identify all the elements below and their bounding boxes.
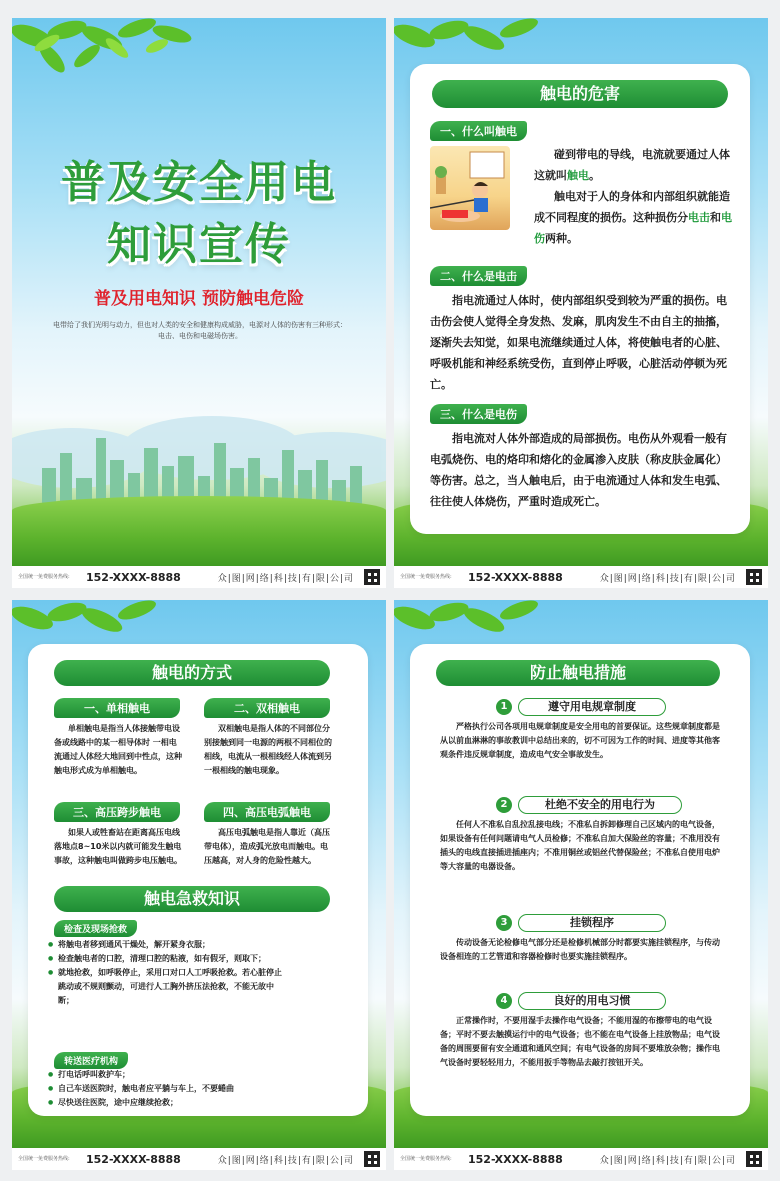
footer-bar bbox=[394, 1148, 768, 1170]
shock-definition: 碰到带电的导线，电流就要通过人体这就叫触电。 触电对于人的身体和内部组织就能造成不同程度的损伤。这种损伤分电击和电伤两种。 bbox=[534, 148, 732, 245]
two-phase-text: 双相触电是指人体的不同部位分别接触到同一电源的两根不同相位的相线，电流从一根相线经人体流到另一根相线的触电现象。 bbox=[204, 724, 332, 775]
tag-check-rescue: 检查及现场抢救 bbox=[54, 920, 137, 937]
tag-transfer-hospital: 转送医疗机构 bbox=[54, 1052, 128, 1069]
poster-shock-methods bbox=[12, 600, 386, 1170]
measure-title: 遵守用电规章制度 bbox=[518, 698, 666, 716]
section-tag-electric-injury: 三、什么是电伤 bbox=[430, 404, 527, 424]
electric-shock-text: 指电流通过人体时，使内部组织受到较为严重的损伤。电击伤会使人觉得全身发热、发麻，肌肉发生不由自主的抽搐，逐渐失去知觉，如果电流继续通过人体，将使触电者的心脏、呼吸机能和神经系统受伤，直到停止呼吸，心脏活动停顿为死亡。 bbox=[430, 294, 727, 391]
qr-code-icon bbox=[746, 1151, 762, 1167]
list-item: ● 自己车送医院时，触电者应平躺与车上，不要蜷曲 bbox=[48, 1082, 308, 1096]
transfer-list bbox=[48, 1068, 308, 1110]
list-item: ● 将触电者移到通风干燥处，解开紧身衣服； bbox=[48, 938, 288, 952]
measure-title: 杜绝不安全的用电行为 bbox=[518, 796, 682, 814]
company-name: 众|图|网|络|科|技|有|限|公|司 bbox=[217, 1155, 354, 1166]
hotline-label: 全国统一免费服务热线: bbox=[400, 1156, 452, 1162]
list-item: ● 检查触电者的口腔，清理口腔的粘液，如有假牙，则取下； bbox=[48, 952, 288, 966]
measure-text: 传动设备无论检修电气部分还是检修机械部分时都要实施挂锁程序，与传动设备相连的工艺管道和容器检修时也要实施挂锁程序。 bbox=[440, 938, 720, 961]
tag-arc-shock: 四、高压电弧触电 bbox=[204, 802, 330, 822]
measure-title: 良好的用电习惯 bbox=[518, 992, 666, 1010]
company-name: 众|图|网|络|科|技|有|限|公|司 bbox=[599, 1155, 736, 1166]
shock-illustration bbox=[430, 146, 510, 230]
first-aid-header: 触电急救知识 bbox=[54, 886, 330, 912]
step-number: 4 bbox=[496, 993, 512, 1009]
qr-code-icon bbox=[364, 1151, 380, 1167]
step-voltage-text: 如果人或牲畜站在距离高压电线落地点8~10米以内就可能发生触电事故，这种触电叫做跨步电压触电。 bbox=[54, 828, 182, 865]
list-item: ● 尽快送往医院，途中应继续抢救； bbox=[48, 1096, 308, 1110]
poster-electric-shock-hazards bbox=[394, 18, 768, 588]
footer-bar bbox=[12, 566, 386, 588]
footer-bar bbox=[12, 1148, 386, 1170]
section-tag-electric-shock: 二、什么是电击 bbox=[430, 266, 527, 286]
phone-number: 152-XXXX-8888 bbox=[86, 570, 181, 584]
footer-bar bbox=[394, 566, 768, 588]
tag-step-voltage: 三、高压跨步触电 bbox=[54, 802, 180, 822]
electric-injury-text: 指电流对人体外部造成的局部损伤。电伤从外观看一般有电弧烧伤、电的烙印和熔化的金属渗入皮肤（称皮肤金属化）等伤害。总之，当人触电后，由于电流通过人体和发生电弧、往往使人体烧伤，严重时造成死亡。 bbox=[430, 432, 727, 508]
poster-electricity-safety-cover bbox=[12, 18, 386, 588]
measure-text: 任何人不准私自乱拉乱接电线；不准私自拆卸修理自己区域内的电气设备，如果设备有任何问题请电气人员检修；不准私自加大保险丝的容量；不准用没有插头的电线直接插进插座内；不准用铜丝或铝丝代替保险丝；不准私自使用电炉等大容量的电器设备。 bbox=[440, 820, 720, 871]
tag-single-phase: 一、单相触电 bbox=[54, 698, 180, 718]
grass-field bbox=[12, 496, 386, 566]
content-card bbox=[28, 644, 368, 1116]
step-number: 3 bbox=[496, 915, 512, 931]
single-phase-text: 单相触电是指当人体接触带电设备或线路中的某一相导体时 一相电流通过人体经大地回到中性点，这种触电形式成为单相触电。 bbox=[54, 724, 182, 775]
section-header: 防止触电措施 bbox=[436, 660, 720, 686]
phone-number: 152-XXXX-8888 bbox=[468, 570, 563, 584]
measure-text: 严格执行公司各项用电规章制度是安全用电的首要保证。这些规章制度都是从以前血淋淋的事故教训中总结出来的，切不可因为工作的时间、进度等其他客观条件违反规章制度，造成电气安全事故发生。 bbox=[440, 722, 720, 759]
company-name: 众|图|网|络|科|技|有|限|公|司 bbox=[599, 573, 736, 584]
section-header: 触电的方式 bbox=[54, 660, 330, 686]
step-number: 1 bbox=[496, 699, 512, 715]
poster-shock-prevention bbox=[394, 600, 768, 1170]
rescue-list bbox=[48, 938, 288, 1008]
list-item: ● 就地抢救，如呼吸停止，采用口对口人工呼吸抢救。若心脏停止跳动或不规则颤动，可进行人工胸外挤压法抢救，不能无故中断； bbox=[48, 966, 288, 1008]
tag-two-phase: 二、双相触电 bbox=[204, 698, 330, 718]
qr-code-icon bbox=[746, 569, 762, 585]
poster-description: 电带给了我们光明与动力，但也对人类的安全和健康构成威胁，电源对人体的伤害有三种形式：电击、电伤和电磁场伤害。 bbox=[53, 321, 347, 340]
hotline-label: 全国统一免费服务热线: bbox=[18, 1156, 70, 1162]
hotline-label: 全国统一免费服务热线: bbox=[400, 574, 452, 580]
content-card bbox=[410, 64, 750, 534]
leaves-decoration bbox=[12, 18, 202, 88]
phone-number: 152-XXXX-8888 bbox=[468, 1152, 563, 1166]
measure-text: 正常操作时，不要用湿手去操作电气设备；不能用湿的布擦带电的电气设备；平时不要去触摸运行中的电气设备；也不能在电气设备上挂放物品；电气设备的周围要留有安全通道和通风空间；有电气设备的房间不要堆放杂物；操作电气设备时要轻轻用力，不能用扳手等物品去敲打按钮开关。 bbox=[440, 1016, 720, 1067]
arc-shock-text: 高压电弧触电是指人靠近（高压带电体），造成弧光放电而触电。电压越高，对人身的危险性越大。 bbox=[204, 828, 330, 865]
hotline-label: 全国统一免费服务热线: bbox=[18, 574, 70, 580]
section-header: 触电的危害 bbox=[432, 80, 728, 108]
poster-subtitle: 普及用电知识 预防触电危险 bbox=[94, 289, 304, 309]
poster-title-line2: 知识宣传 bbox=[107, 219, 291, 270]
section-tag-what-is-shock: 一、什么叫触电 bbox=[430, 121, 527, 141]
poster-title-line1: 普及安全用电 bbox=[61, 157, 337, 208]
qr-code-icon bbox=[364, 569, 380, 585]
content-card bbox=[410, 644, 750, 1116]
step-number: 2 bbox=[496, 797, 512, 813]
phone-number: 152-XXXX-8888 bbox=[86, 1152, 181, 1166]
company-name: 众|图|网|络|科|技|有|限|公|司 bbox=[217, 573, 354, 584]
list-item: ● 打电话呼叫救护车； bbox=[48, 1068, 308, 1082]
measure-title: 挂锁程序 bbox=[518, 914, 666, 932]
